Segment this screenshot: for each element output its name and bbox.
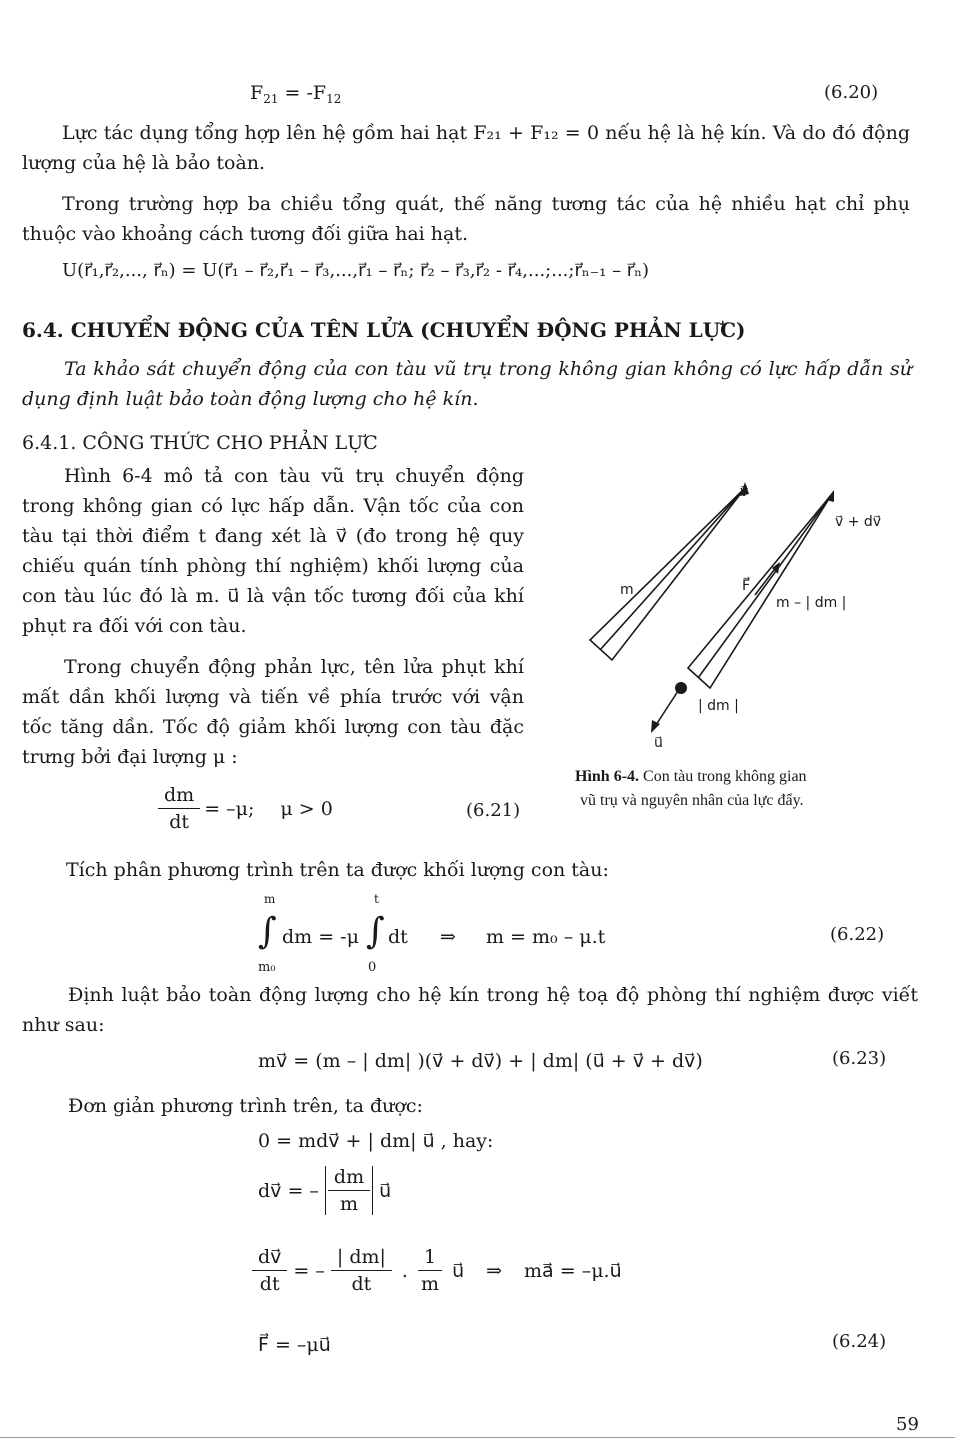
equation-simplified-1: 0 = mdv⃗ + | dm| u⃗ , hay: xyxy=(258,1130,494,1152)
eq-simpl-3-fraction-3 xyxy=(418,1246,442,1295)
equation-6-21 xyxy=(158,784,333,833)
equation-simplified-2 xyxy=(258,1166,391,1215)
section-intro: Ta khảo sát chuyển động của con tàu vũ trụ trong không gian không có lực hấp dẫn sử dụng định luật bảo toàn động lượng cho hệ kín. xyxy=(22,358,912,410)
figure-caption-line-2: vũ trụ và nguyên nhân của lực đẩy. xyxy=(580,792,804,809)
subsection-heading: 6.4.1. CÔNG THỨC CHO PHẢN LỰC xyxy=(22,432,378,454)
section-heading: 6.4. CHUYỂN ĐỘNG CỦA TÊN LỬA (CHUYỂN ĐỘNG PHẢN LỰC) xyxy=(22,318,746,342)
equation-simplified-3 xyxy=(252,1246,622,1295)
exhaust-arrow xyxy=(654,688,680,728)
eq-6-21-rest: = –μ; xyxy=(204,797,255,820)
arrowhead-v-dv xyxy=(826,490,834,502)
paragraph-conservation-law: Định luật bảo toàn động lượng cho hệ kín trong hệ toạ độ phòng thí nghiệm được viết như sau: xyxy=(22,984,918,1036)
eq-simpl-3-f3-num: 1 xyxy=(418,1246,442,1271)
equation-potential-energy: U(r⃗₁,r⃗₂,..., r⃗ₙ) = U(r⃗₁ – r⃗₂,r⃗₁ – r⃗₃,...,r⃗₁ – r⃗ₙ; r⃗₂ – r⃗₃,r⃗₂ - r⃗₄,...;...;r⃗ₙ₋₁ – r⃗ₙ) xyxy=(62,260,650,281)
eq-6-20-lhs: F xyxy=(250,82,264,104)
eq-6-22-result: m = m₀ – μ.t xyxy=(486,926,606,948)
integral-1-upper: m xyxy=(264,892,276,906)
eq-simpl-3-f2-den: dt xyxy=(351,1273,372,1295)
eq-simpl-3-f1-num: dv⃗ xyxy=(252,1246,287,1271)
figure-label-m: m xyxy=(620,582,634,598)
figure-label-v-dv: v⃗ + dv⃗ xyxy=(835,514,882,530)
equation-number-6-24: (6.24) xyxy=(832,1331,887,1352)
figure-label-f: F⃗ xyxy=(742,578,751,594)
eq-simpl-3-f3-den: m xyxy=(421,1273,440,1295)
integral-body: dm = -μ xyxy=(282,926,359,948)
equation-number-6-21: (6.21) xyxy=(466,800,521,821)
eq-simpl-2-denominator: m xyxy=(339,1193,359,1215)
figure-label-u: u⃗ xyxy=(654,735,663,751)
equation-number-6-20: (6.20) xyxy=(824,82,879,103)
figure-label-m-dm: m – | dm | xyxy=(776,595,847,611)
eq-6-22-arrow: ⇒ xyxy=(440,926,456,948)
figure-6-4 xyxy=(580,470,910,760)
eq-simpl-3-equals: = – xyxy=(293,1259,325,1282)
integral-1-sign: ∫ xyxy=(258,911,277,952)
equation-6-20 xyxy=(250,82,341,106)
integral-body-2: dt xyxy=(388,926,408,948)
page-bottom-rule xyxy=(0,1437,955,1438)
eq-simpl-3-fraction-1 xyxy=(252,1246,287,1295)
figure-caption-label: Hình 6-4. xyxy=(575,768,640,785)
equation-6-24: F⃗ = –μu⃗ xyxy=(258,1334,331,1356)
eq-simpl-2-lhs: dv⃗ = – xyxy=(258,1179,319,1202)
paragraph-figure-description: Hình 6-4 mô tả con tàu vũ trụ chuyển động trong không gian có lực hấp dẫn. Vận tốc của con tàu tại thời điểm t đang xét là v⃗ (đo trong hệ quy chiếu quán tính phòng thí nghiệm) khối lượng của con tàu lúc đó là m. u⃗ là vận tốc tương đối của khí phụt ra đối với con tàu. xyxy=(22,465,524,637)
paragraph-reaction-motion: Trong chuyển động phản lực, tên lửa phụt khí mất dần khối lượng và tiến về phía trước với vận tốc tăng dần. Tốc độ giảm khối lượng con tàu đặc trưng bởi đại lượng μ : xyxy=(22,656,524,768)
eq-simpl-3-f1-den: dt xyxy=(259,1273,280,1295)
paragraph-potential-energy: Trong trường hợp ba chiều tổng quát, thế năng tương tác của hệ nhiều hạt chỉ phụ thuộc vào khoảng cách tương đối giữa hai hạt. xyxy=(22,193,910,245)
integral-1-lower: m₀ xyxy=(258,960,276,975)
paragraph-simplify: Đơn giản phương trình trên, ta được: xyxy=(68,1095,423,1117)
eq-simpl-2-numerator: dm xyxy=(328,1166,370,1191)
equation-6-23: mv⃗ = (m – | dm| )(v⃗ + dv⃗) + | dm| (u⃗ + v⃗ + dv⃗) xyxy=(258,1050,703,1072)
figure-caption xyxy=(575,766,807,788)
equation-number-6-23: (6.23) xyxy=(832,1048,887,1069)
integral-2-upper: t xyxy=(374,892,379,906)
eq-6-21-numerator: dm xyxy=(158,784,200,809)
figure-label-dm: | dm | xyxy=(698,698,739,714)
figure-caption-text: Con tàu trong không gian xyxy=(639,768,807,785)
figure-label-v: v⃗ xyxy=(740,484,749,500)
eq-6-21-fraction xyxy=(158,784,200,833)
eq-simpl-2-fraction xyxy=(328,1166,370,1215)
eq-simpl-2-abs xyxy=(325,1166,373,1215)
integral-2-lower: 0 xyxy=(368,960,377,975)
eq-6-21-condition: μ > 0 xyxy=(280,797,333,820)
eq-simpl-3-arrow: ⇒ xyxy=(486,1259,503,1282)
equation-6-22 xyxy=(256,892,676,982)
eq-simpl-3-f2-num: | dm| xyxy=(331,1246,392,1271)
paragraph-closed-system: Lực tác dụng tổng hợp lên hệ gồm hai hạt F₂₁ + F₁₂ = 0 nếu hệ là hệ kín. Và do đó động lượng của hệ là bảo toàn. xyxy=(22,122,910,174)
page-number: 59 xyxy=(896,1414,919,1435)
integral-2-sign: ∫ xyxy=(366,911,385,952)
eq-simpl-3-u: u⃗ xyxy=(452,1259,465,1282)
equation-number-6-22: (6.22) xyxy=(830,924,885,945)
eq-simpl-3-fraction-2 xyxy=(331,1246,392,1295)
eq-simpl-2-rhs: u⃗ xyxy=(379,1179,392,1202)
force-arrow xyxy=(755,566,777,595)
eq-6-20-rhs-sub: 12 xyxy=(326,92,342,106)
eq-6-20-lhs-sub: 21 xyxy=(263,92,279,106)
paragraph-integration: Tích phân phương trình trên ta được khối lượng con tàu: xyxy=(66,859,609,881)
exhaust-mass-dot xyxy=(675,682,687,694)
eq-6-21-denominator: dt xyxy=(169,811,189,833)
eq-6-20-mid: = -F xyxy=(278,82,327,104)
eq-simpl-3-rhs: ma⃗ = –μ.u⃗ xyxy=(524,1259,622,1282)
eq-simpl-3-dot: . xyxy=(401,1259,408,1282)
